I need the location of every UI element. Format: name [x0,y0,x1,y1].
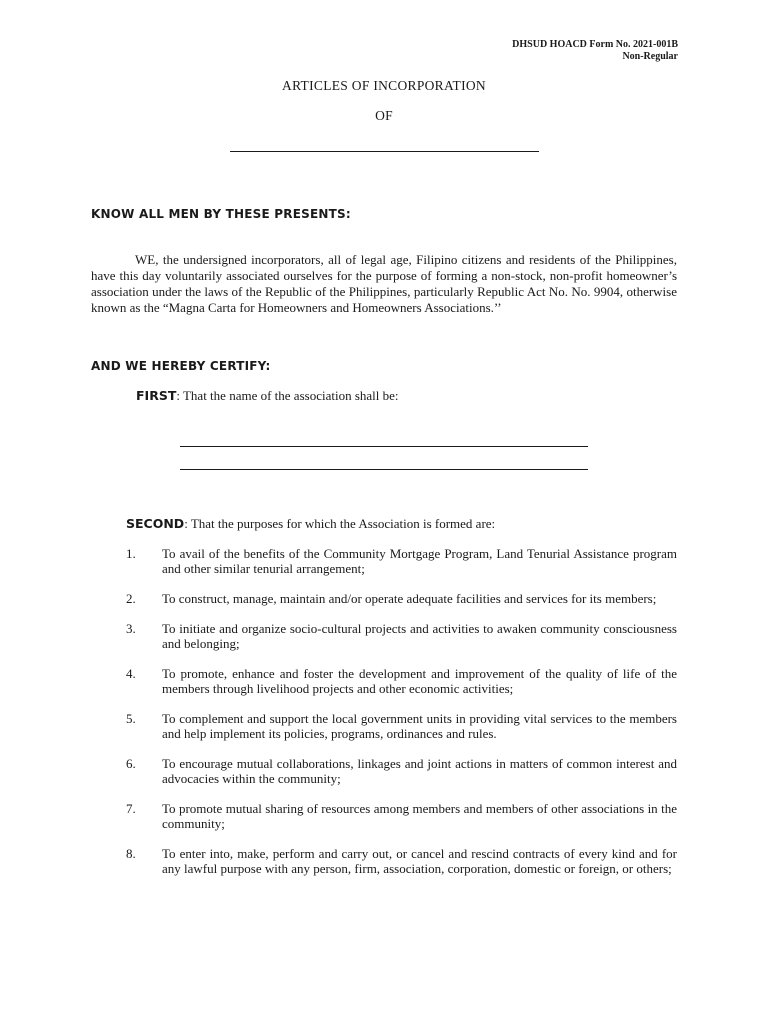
purposes-list [126,546,677,891]
item-text: To encourage mutual collaborations, linkages and joint actions in matters of common interest and advocacies within the community; [162,756,677,786]
document-title: ARTICLES OF INCORPORATION [282,78,486,93]
know-all-heading: KNOW ALL MEN BY THESE PRESENTS: [91,207,351,221]
item-number: 6. [126,756,136,771]
item-number: 2. [126,591,136,606]
first-text: : That the name of the association shall be: [176,388,399,403]
item-text: To promote, enhance and foster the development and improvement of the quality of life of the members through livelihood projects and other economic activities; [162,666,677,696]
list-item [126,591,677,606]
item-text: To construct, manage, maintain and/or operate adequate facilities and services for its members; [162,591,657,606]
title-of: OF [375,108,393,123]
item-number: 8. [126,846,136,861]
name-blank-line-1 [180,446,588,447]
form-type: Non-Regular [622,51,678,62]
first-article [136,388,399,404]
second-article [126,516,495,532]
intro-paragraph: WE, the undersigned incorporators, all of legal age, Filipino citizens and residents of the Philippines, have this day voluntarily associated ourselves for the purpose of forming a non-stock, non-profit homeowner’s association under the laws of the Republic of the Philippines, particularly Republic Act No. No. 9904, otherwise known as the “Magna Carta for Homeowners and Homeowners Associations.’’ [91,252,677,315]
second-label: SECOND [126,516,185,531]
list-item [126,711,677,741]
list-item [126,801,677,831]
form-number: DHSUD HOACD Form No. 2021-001B [512,39,678,50]
item-number: 5. [126,711,136,726]
item-text: To enter into, make, perform and carry out, or cancel and rescind contracts of every kind and for any lawful purpose with any person, firm, association, corporation, domestic or foreign, or others; [162,846,677,876]
list-item [126,756,677,786]
first-label: FIRST [136,388,177,403]
list-item [126,621,677,651]
form-code [512,39,678,63]
list-item [126,846,677,876]
item-number: 3. [126,621,136,636]
list-item [126,666,677,696]
certify-heading: AND WE HEREBY CERTIFY: [91,359,271,373]
item-text: To promote mutual sharing of resources among members and members of other associations in the community; [162,801,677,831]
item-number: 7. [126,801,136,816]
second-text: : That the purposes for which the Association is formed are: [184,516,496,531]
item-number: 1. [126,546,136,561]
association-name-blank [230,151,539,152]
item-text: To complement and support the local government units in providing vital services to the members and help implement its policies, programs, ordinances and rules. [162,711,677,741]
item-text: To avail of the benefits of the Community Mortgage Program, Land Tenurial Assistance program and other similar tenurial arrangement; [162,546,677,576]
name-blank-line-2 [180,469,588,470]
list-item [126,546,677,576]
item-number: 4. [126,666,136,681]
item-text: To initiate and organize socio-cultural projects and activities to awaken community consciousness and belonging; [162,621,677,651]
